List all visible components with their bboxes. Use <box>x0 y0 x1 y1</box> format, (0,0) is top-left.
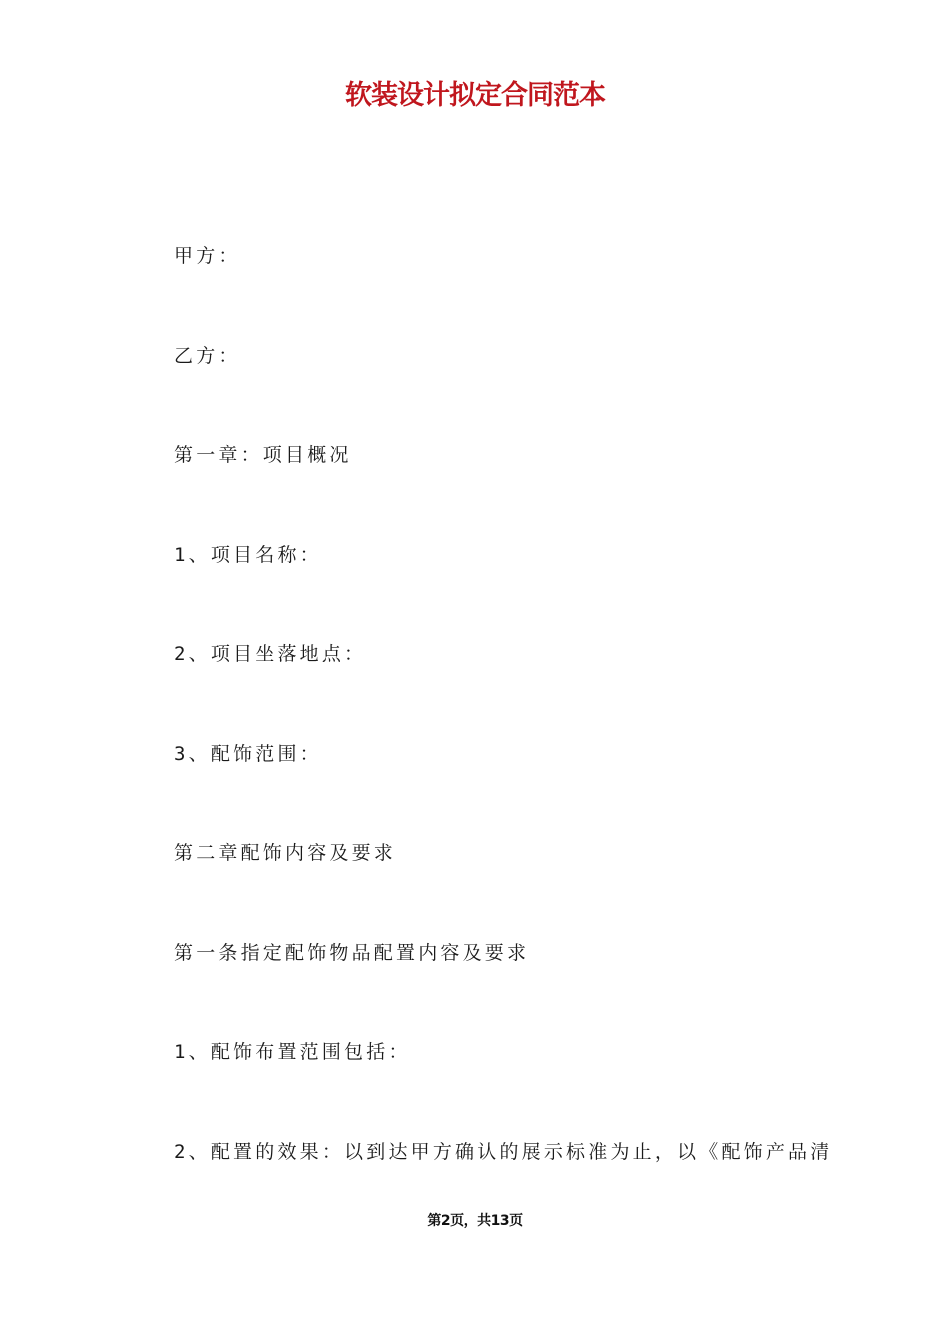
chapter-two-heading: 第二章配饰内容及要求 <box>174 842 397 864</box>
party-a-line: 甲方： <box>174 245 241 267</box>
party-b-line: 乙方： <box>174 345 241 367</box>
project-location-line: 2、项目坐落地点： <box>174 643 367 665</box>
page-indicator: 第2页，共13页 <box>427 1213 523 1229</box>
article-one-heading: 第一条指定配饰物品配置内容及要求 <box>174 942 530 964</box>
project-name-line: 1、项目名称： <box>174 544 322 566</box>
decoration-scope-line: 3、配饰范围： <box>174 743 322 765</box>
configuration-effect-line: 2、配置的效果：以到达甲方确认的展示标准为止，以《配饰产品清 <box>174 1141 833 1163</box>
document-title: 软装设计拟定合同范本 <box>345 80 605 111</box>
chapter-one-heading: 第一章：项目概况 <box>174 444 352 466</box>
layout-scope-line: 1、配饰布置范围包括： <box>174 1041 411 1063</box>
